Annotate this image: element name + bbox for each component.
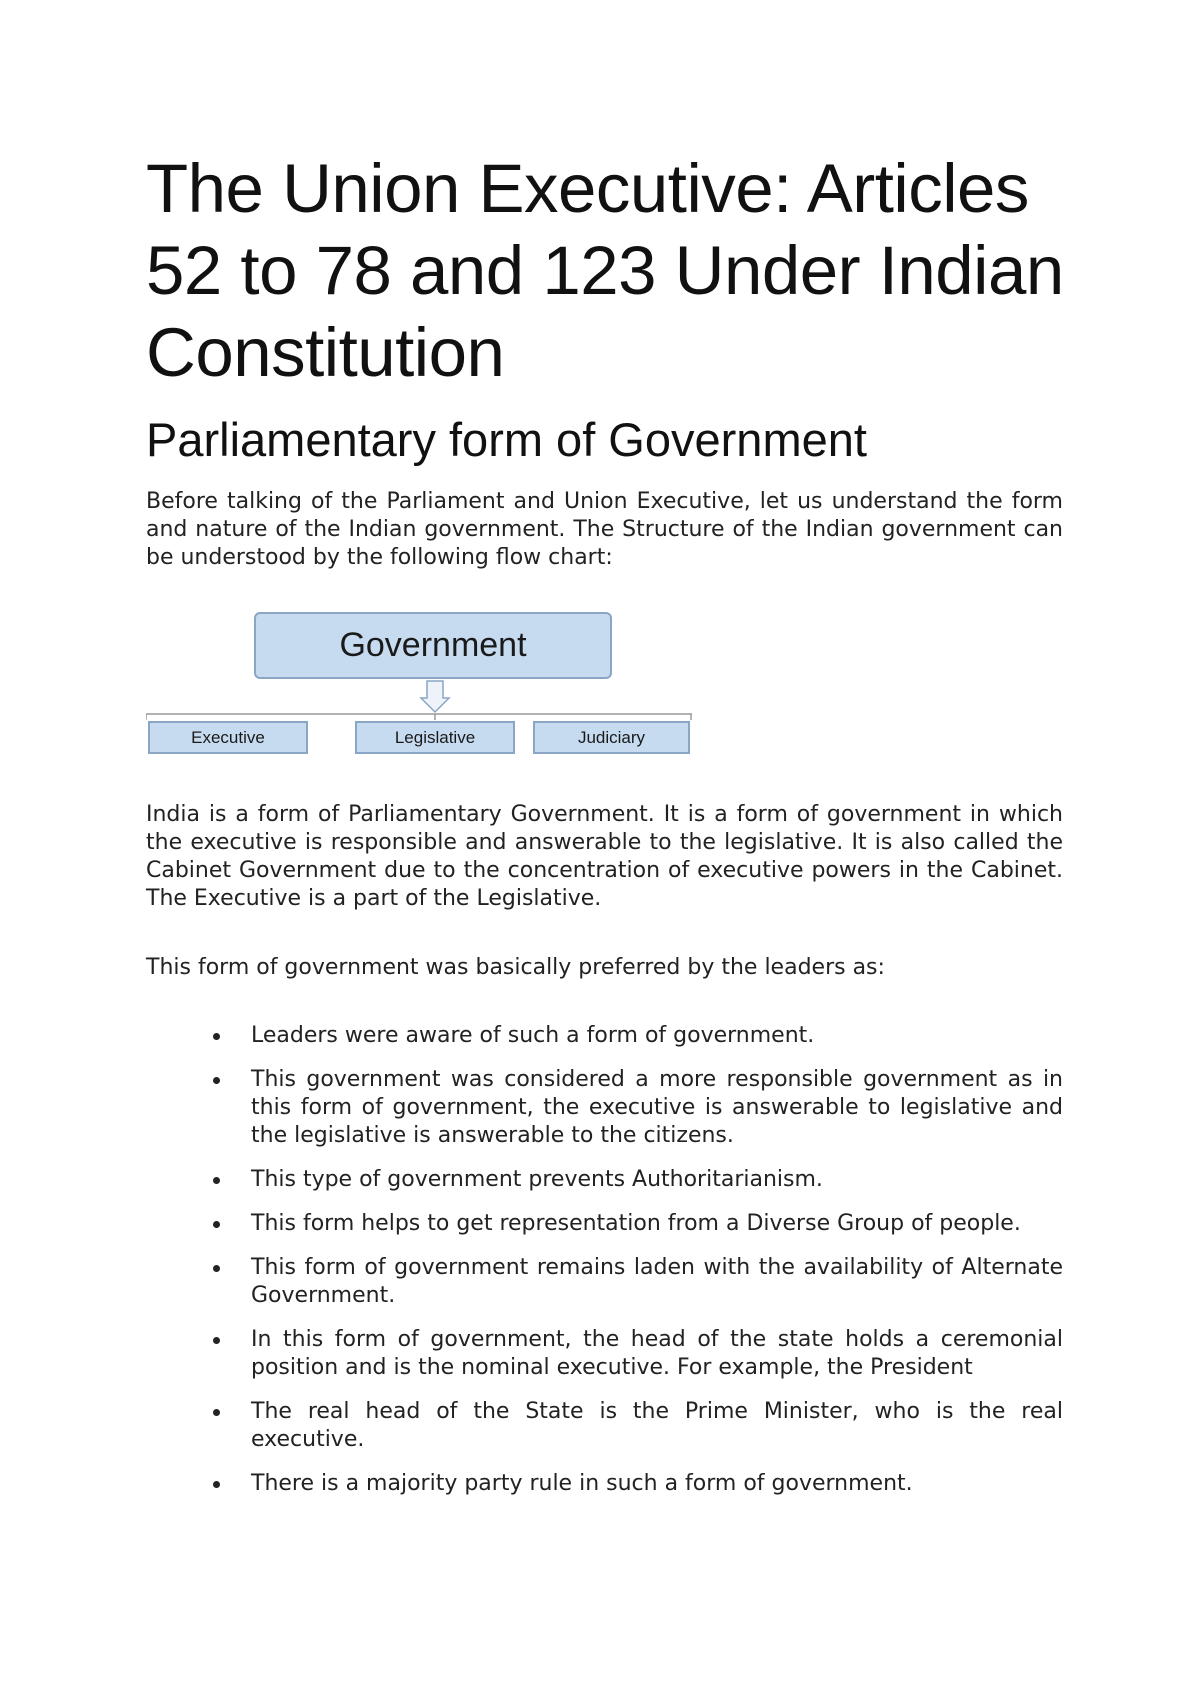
intro-paragraph: Before talking of the Parliament and Union Executive, let us understand the form and nature of the Indian government. The Structure of the Indian government can be understood by the following flow chart: <box>146 489 1063 570</box>
list-item <box>146 1022 1063 1050</box>
list-item-text: There is a majority party rule in such a form of government. <box>251 1471 913 1496</box>
preferred-intro-paragraph: This form of government was basically preferred by the leaders as: <box>146 955 885 980</box>
list-item <box>146 1398 1063 1454</box>
document-title: The Union Executive: Articles 52 to 78 and 123 Under Indian Constitution <box>146 150 1064 391</box>
section-heading: Parliamentary form of Government <box>146 413 867 466</box>
down-arrow-icon <box>421 681 449 712</box>
bullet-icon <box>213 1221 220 1228</box>
flow-child-judiciary: Judiciary <box>533 721 690 754</box>
flow-child-executive: Executive <box>148 721 308 754</box>
list-item-text: Leaders were aware of such a form of government. <box>251 1023 815 1048</box>
list-item <box>146 1470 1063 1498</box>
list-item <box>146 1254 1063 1310</box>
list-item <box>146 1210 1063 1238</box>
list-item-text: This government was considered a more responsible government as in this form of government, the executive is answerable to legislative and the legislative is answerable to the citizens. <box>251 1067 1063 1148</box>
bullet-icon <box>213 1077 220 1084</box>
bullet-icon <box>213 1337 220 1344</box>
bullet-icon <box>213 1033 220 1040</box>
list-item <box>146 1326 1063 1382</box>
list-item <box>146 1066 1063 1150</box>
flow-root-box: Government <box>254 612 612 679</box>
list-item <box>146 1166 1063 1194</box>
government-flow-chart <box>146 606 692 756</box>
list-item-text: The real head of the State is the Prime Minister, who is the real executive. <box>251 1399 1063 1452</box>
list-item-text: In this form of government, the head of the state holds a ceremonial position and is the nominal executive. For example, the President <box>251 1327 1063 1380</box>
flow-child-legislative: Legislative <box>355 721 515 754</box>
bullet-icon <box>213 1409 220 1416</box>
bullet-icon <box>213 1481 220 1488</box>
list-item-text: This form of government remains laden with the availability of Alternate Government. <box>251 1255 1063 1308</box>
bullet-icon <box>213 1177 220 1184</box>
list-item-text: This type of government prevents Authoritarianism. <box>251 1167 823 1192</box>
reasons-list <box>146 1022 1063 1514</box>
parliamentary-paragraph: India is a form of Parliamentary Government. It is a form of government in which the executive is responsible and answerable to the legislative. It is also called the Cabinet Government due to the concentration of executive powers in the Cabinet. The Executive is a part of the Legislative. <box>146 802 1063 911</box>
bullet-icon <box>213 1265 220 1272</box>
list-item-text: This form helps to get representation from a Diverse Group of people. <box>251 1211 1021 1236</box>
